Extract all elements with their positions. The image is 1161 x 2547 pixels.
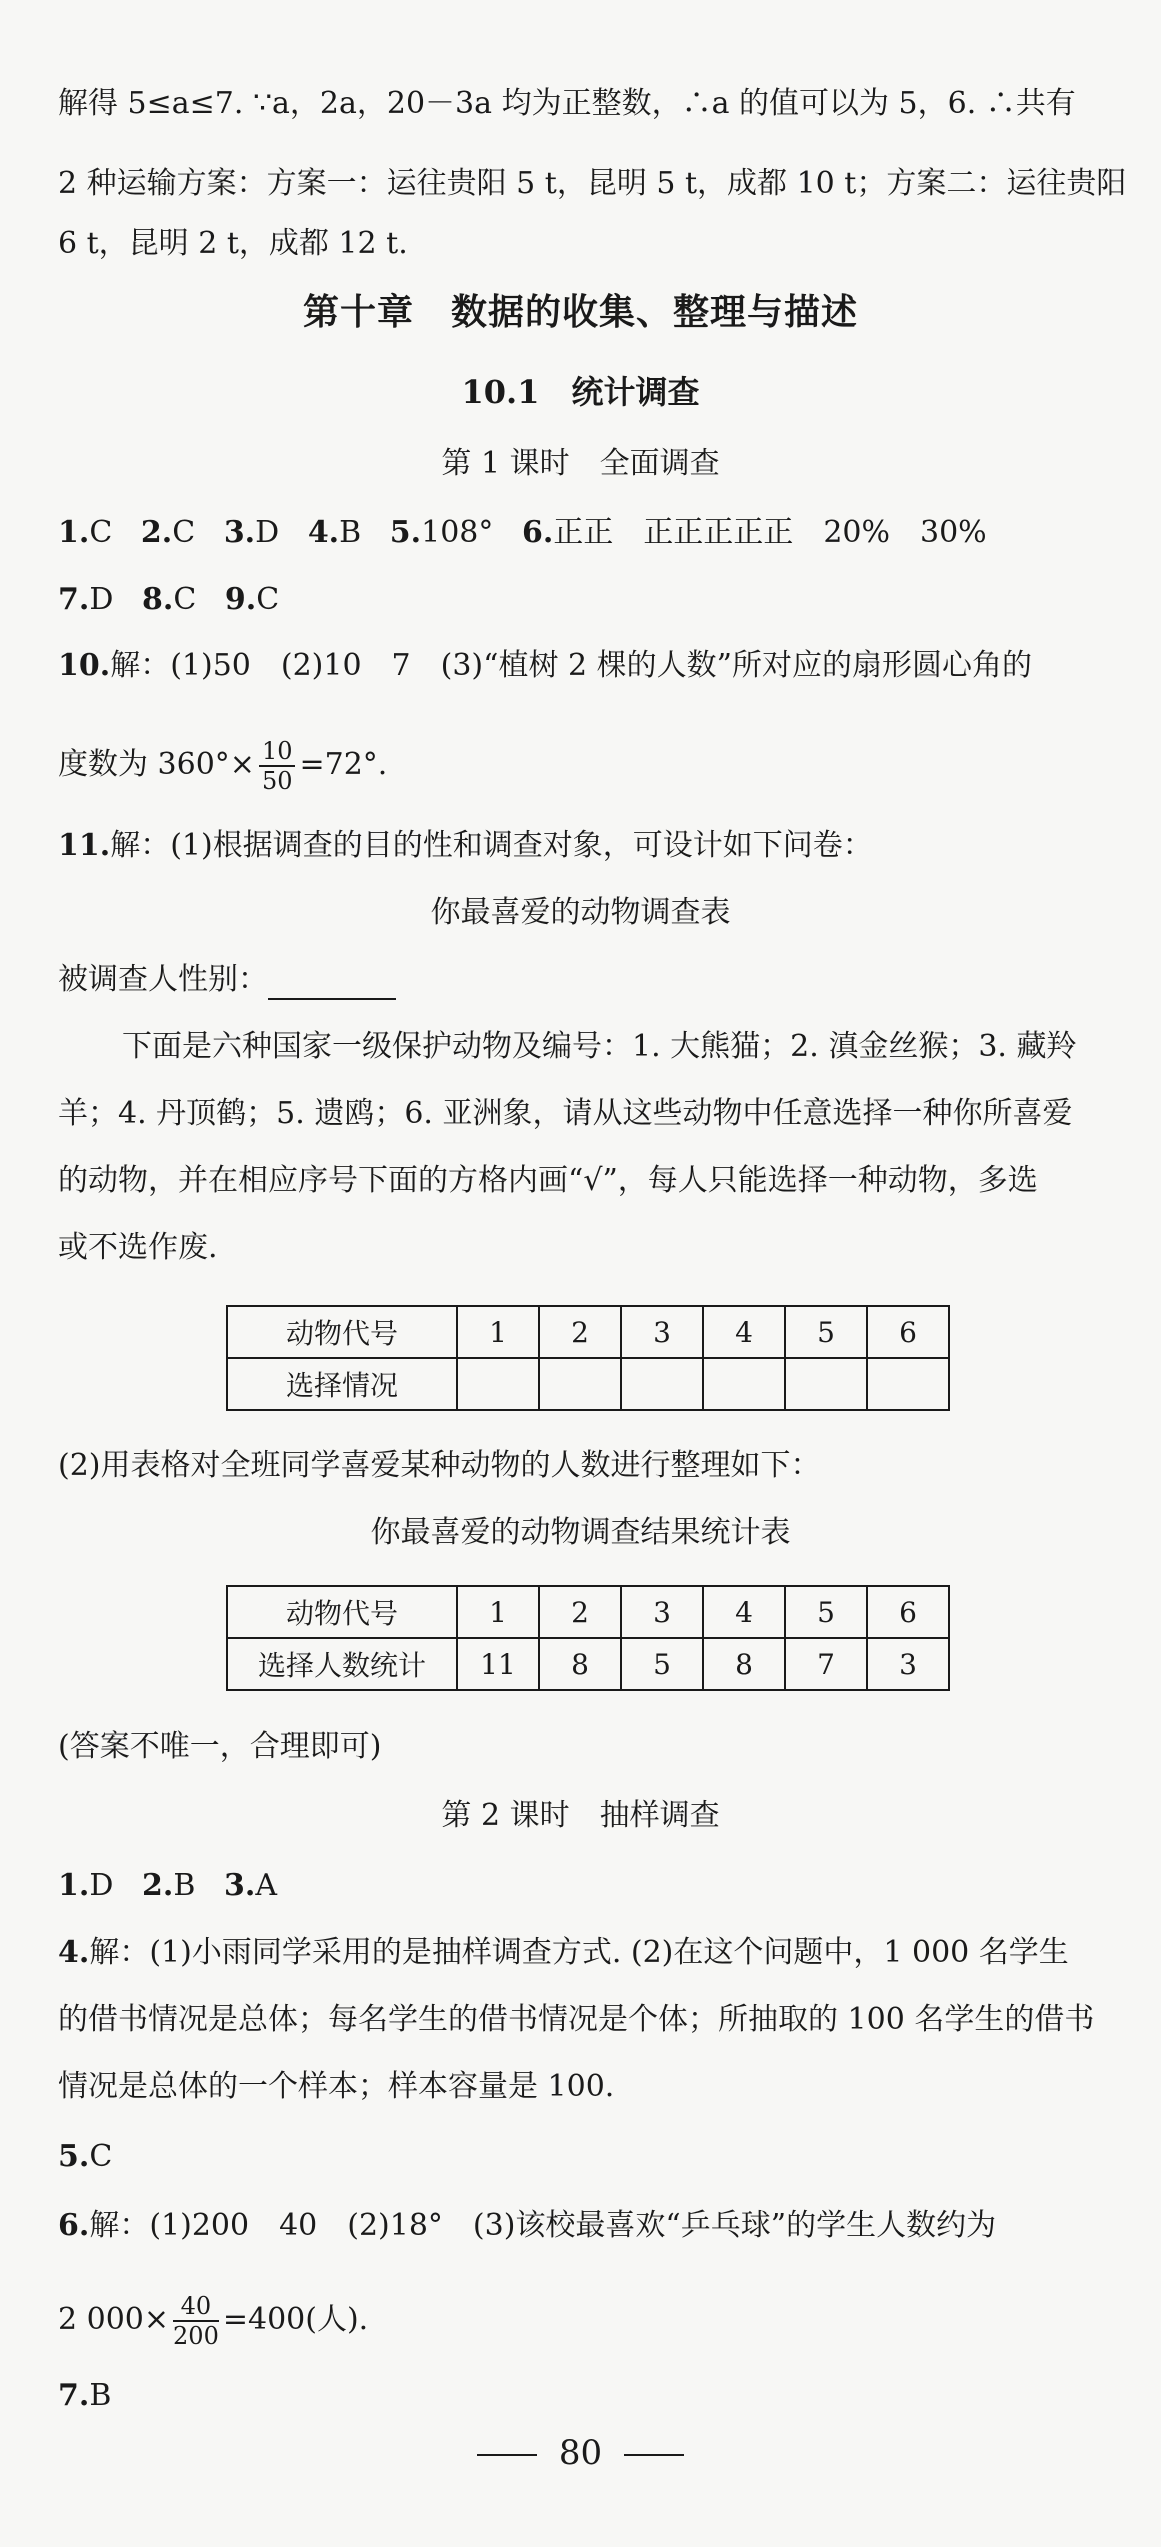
page-number-dash [477,2454,537,2456]
survey-para-3: 的动物，并在相应序号下面的方格内画“√”，每人只能选择一种动物，多选 [58,1163,1038,1198]
q6-line-2: 2 000× $\frac{40}{200}$ =400(人). [58,2292,369,2350]
table-row [227,1358,949,1410]
table-cell: 5 [621,1638,703,1690]
table-cell-empty [539,1358,621,1410]
q11-line-1: 11.解：(1)根据调查的目的性和调查对象，可设计如下问卷： [58,828,873,863]
table-cell-empty [703,1358,785,1410]
table-cell: 1 [457,1306,539,1358]
survey-table [226,1305,950,1411]
result-table-title: 你最喜爱的动物调查结果统计表 [370,1515,791,1550]
table-cell: 3 [621,1586,703,1638]
table-cell: 6 [867,1586,949,1638]
survey-title: 你最喜爱的动物调查表 [430,895,731,930]
intro-line-2: 2 种运输方案：方案一：运往贵阳 5 t，昆明 5 t，成都 10 t；方案二：运往贵阳 [58,166,1127,201]
q6-line-1: 6.解：(1)200 40 (2)18° (3)该校最喜欢“乒乓球”的学生人数约为 [58,2208,997,2243]
page-number-dash [624,2454,684,2456]
table-cell-empty [867,1358,949,1410]
q4-line-2: 的借书情况是总体；每名学生的借书情况是个体；所抽取的 100 名学生的借书 [58,2002,1095,2037]
q4-line-3: 情况是总体的一个样本；样本容量是 100. [58,2069,615,2104]
table-row [227,1586,949,1638]
table-cell: 8 [703,1638,785,1690]
lesson2-title: 第 2 课时 抽样调查 [441,1798,720,1833]
table-cell: 4 [703,1586,785,1638]
table-cell: 11 [457,1638,539,1690]
table-cell: 6 [867,1306,949,1358]
table-cell: 8 [539,1638,621,1690]
lesson1-title: 第 1 课时 全面调查 [441,446,720,481]
q10-line-1: 10.解：(1)50 (2)10 7 (3)“植树 2 棵的人数”所对应的扇形圆心角的 [58,648,1032,683]
lesson1-answers-row-2: 7.D 8.C 9.C [58,582,280,617]
table-header-cell: 选择人数统计 [227,1638,457,1690]
chapter-title: 第十章 数据的收集、整理与描述 [302,291,858,333]
q10-line-2: 度数为 360°× $\frac{10}{50}$ =72°. [58,737,388,795]
intro-line-3: 6 t，昆明 2 t，成都 12 t. [58,226,408,261]
q5-answer: 5.C [58,2139,113,2174]
table-cell: 1 [457,1586,539,1638]
survey-para-2: 羊；4. 丹顶鹤；5. 遗鸥；6. 亚洲象，请从这些动物中任意选择一种你所喜爱 [58,1096,1073,1131]
table-cell-empty [457,1358,539,1410]
q7-answer: 7.B [58,2378,112,2413]
table-row [227,1638,949,1690]
table-row [227,1306,949,1358]
answer-note: (答案不唯一，合理即可) [58,1729,382,1764]
table-cell: 2 [539,1586,621,1638]
table-header-cell: 动物代号 [227,1306,457,1358]
intro-line-1: 解得 5≤a≤7. ∵a，2a，20－3a 均为正整数，∴a 的值可以为 5，6. ∴共有 [58,86,1076,121]
table-cell: 5 [785,1306,867,1358]
q4-line-1: 4.解：(1)小雨同学采用的是抽样调查方式. (2)在这个问题中，1 000 名学生 [58,1935,1069,1970]
table-cell: 7 [785,1638,867,1690]
table-header-cell: 选择情况 [227,1358,457,1410]
gender-field: 被调查人性别： [58,960,1118,1000]
table-cell: 4 [703,1306,785,1358]
table-cell: 5 [785,1586,867,1638]
table-cell-empty [785,1358,867,1410]
survey-para-4: 或不选作废. [58,1230,218,1265]
survey-para-1: 下面是六种国家一级保护动物及编号：1. 大熊猫；2. 滇金丝猴；3. 藏羚 [122,1029,1077,1064]
answer-blank [268,968,396,1000]
lesson1-answers-row-1: 1.C 2.C 3.D 4.B 5.108° 6.正正 正正正正正 20% 30% [58,515,987,550]
fraction: $\frac{40}{200}$ [173,2292,219,2350]
table-cell: 3 [867,1638,949,1690]
table-cell: 3 [621,1306,703,1358]
lesson2-answers-row-1: 1.D 2.B 3.A [58,1868,277,1903]
table-cell: 2 [539,1306,621,1358]
table-header-cell: 动物代号 [227,1586,457,1638]
q11-part-2: (2)用表格对全班同学喜爱某种动物的人数进行整理如下： [58,1448,821,1483]
result-table [226,1585,950,1691]
page-number: 80 [0,2433,1161,2473]
table-cell-empty [621,1358,703,1410]
section-title: 10.1 统计调查 [461,373,700,411]
fraction: $\frac{10}{50}$ [259,737,296,795]
